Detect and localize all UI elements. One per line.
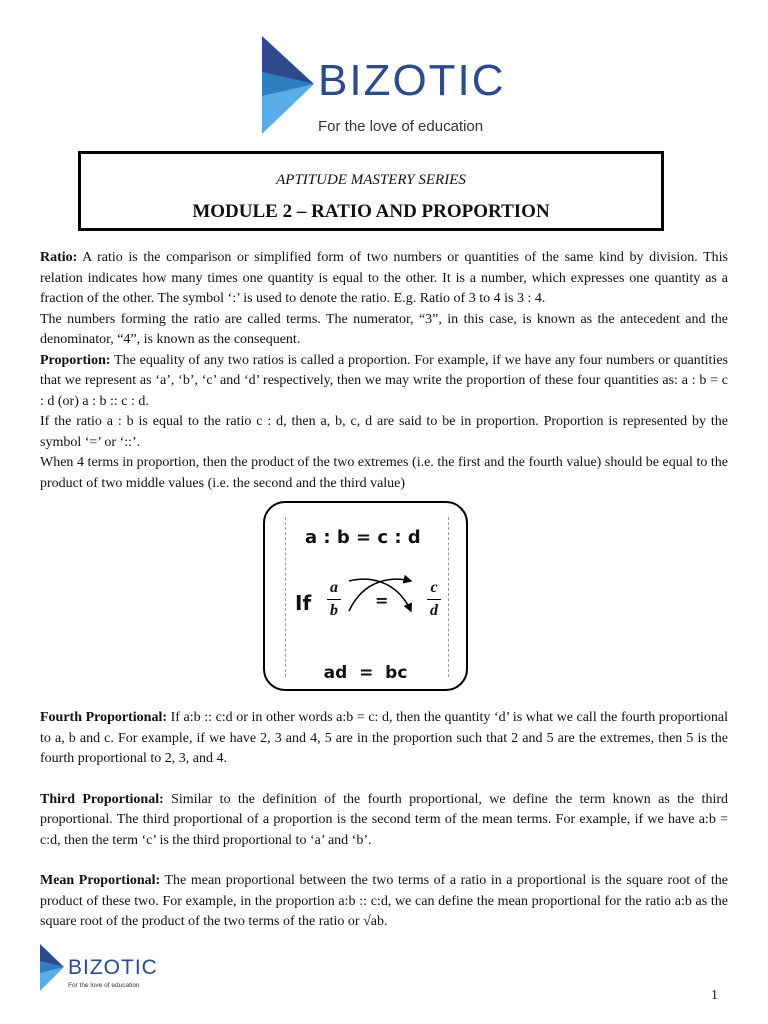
mean-text: The mean proportional between the two terms of a ratio in a proportional is the square root of the product of these two. For example, in the proportion a:b :: c:d, we can define the mean proportional for the ratio a:b as the square root of the product of the two terms of the ratio or √ab.: [40, 873, 728, 929]
third-term: Third Proportional:: [40, 791, 164, 807]
diagram-c: c: [430, 579, 438, 596]
mean-paragraph: [40, 871, 728, 933]
logo-top: [258, 36, 506, 136]
proportion-term: Proportion:: [40, 352, 111, 368]
fourth-term: Fourth Proportional:: [40, 710, 167, 725]
title-box: [78, 151, 664, 231]
diagram-b: b: [330, 602, 338, 619]
proportion-p2: If the ratio a : b is equal to the ratio c : d, then a, b, c, d are said to be in proportion. Proportion is represented by the symbol ‘=’ or ‘::’.: [40, 414, 728, 450]
diagram-fraction-left: [327, 579, 341, 620]
fourth-text: If a:b :: c:d or in other words a:b = c: d, then the quantity ‘d’ is what we call the fourth proportional to a, b and c. For example, if we have 2, 3 and 4, 5 are in the proportion such that 2 and 5 are the extremes, then 5 is the fourth proportional to 2, 3, and 4.: [40, 710, 728, 766]
proportion-p3: When 4 terms in proportion, then the product of the two extremes (i.e. the first and the fourth value) should be equal to the product of two middle values (i.e. the second and the third value): [40, 455, 728, 491]
diagram-if-label: If: [295, 591, 312, 615]
diagram-fraction-right: [427, 579, 441, 620]
logo-tagline: For the love of education: [318, 118, 484, 135]
ratio-paragraph: [40, 248, 728, 310]
series-title: APTITUDE MASTERY SERIES: [276, 172, 466, 188]
fraction-bar-left: [327, 599, 341, 600]
diagram-equals: =: [375, 591, 389, 610]
logo-brand: BIZOTIC: [318, 56, 506, 105]
page-number: 1: [711, 988, 718, 1003]
diagram-a: a: [330, 579, 338, 596]
ratio-terms-note: The numbers forming the ratio are called terms. The numerator, “3”, in this case, is known as the antecedent and the denominator, “4”, is known as the consequent.: [40, 311, 728, 347]
third-paragraph: [40, 790, 728, 852]
third-text: Similar to the definition of the fourth proportional, we define the term known as the third proportional. The third proportional of a proportion is the second term of the mean terms. For example, if we have a:b = c:d, then the term ‘c’ is the third proportional to ‘a’ and ‘b’.: [40, 791, 728, 848]
proportion-text: The equality of any two ratios is called a proportion. For example, if we have any four numbers or quantities that we represent as ‘a’, ‘b’, ‘c’ and ‘d’ respectively, then we may write the proportion of these four quantities as: a : b = c : d (or) a : b :: c : d.: [40, 352, 728, 409]
diagram-bottom-equation: ad = bc: [323, 663, 408, 683]
logo-triangle-small-icon: [38, 944, 66, 992]
diagram-top-equation: a : b = c : d: [305, 527, 421, 548]
module-title: MODULE 2 – RATIO AND PROPORTION: [192, 201, 550, 222]
proportion-paragraph: [40, 351, 728, 413]
fraction-bar-right: [427, 599, 441, 600]
logo-bottom: [38, 944, 168, 992]
ratio-term: Ratio:: [40, 250, 78, 265]
logo-triangle-icon: [258, 36, 318, 136]
proportion-diagram: [263, 501, 468, 691]
logo-bottom-tagline: For the love of education: [68, 982, 140, 989]
logo-bottom-brand: BIZOTIC: [68, 956, 158, 979]
ratio-text: A ratio is the comparison or simplified form of two numbers or quantities of the same kind by division. This relation indicates how many times one quantity is equal to the other. It is a number, which expresses one quantity as a fraction of the other. The symbol ‘:’ is used to denote the ratio. E.g. Ratio of 3 to 4 is 3 : 4.: [40, 250, 728, 306]
mean-term: Mean Proportional:: [40, 873, 161, 888]
fourth-paragraph: [40, 708, 728, 770]
diagram-d: d: [430, 602, 438, 619]
